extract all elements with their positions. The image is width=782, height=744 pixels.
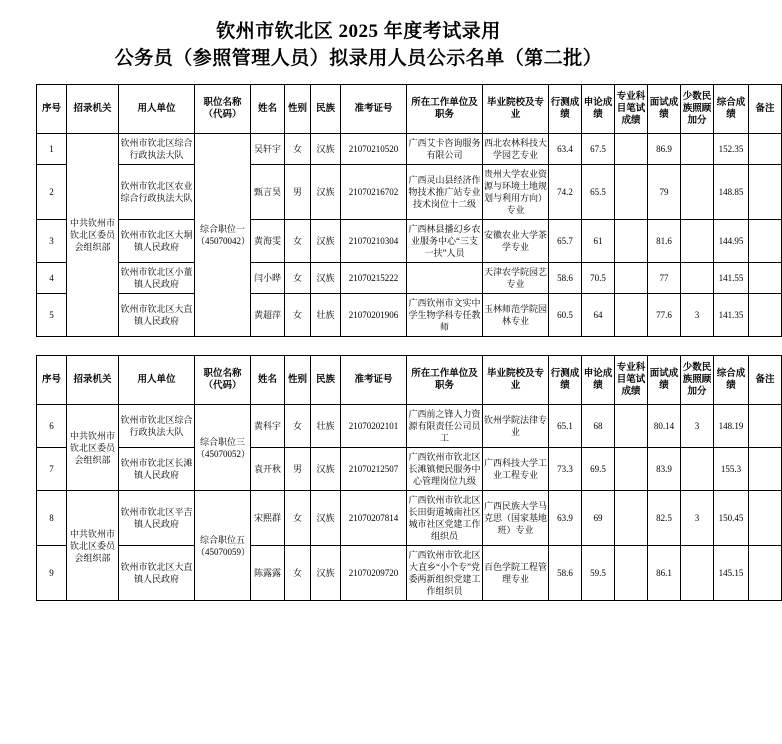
header-school: 毕业院校及专业 — [483, 85, 549, 134]
header-seq: 序号 — [37, 356, 67, 405]
cell-minzu-bonus: 3 — [681, 294, 714, 337]
header-name: 姓名 — [251, 356, 285, 405]
cell-shenlun: 69 — [582, 491, 615, 546]
cell-nation: 汉族 — [311, 491, 341, 546]
cell-school: 钦州学院法律专业 — [483, 405, 549, 448]
cell-sex: 女 — [285, 263, 311, 294]
cell-zonghe: 141.35 — [714, 294, 749, 337]
cell-shenlun: 61 — [582, 220, 615, 263]
cell-seq: 7 — [37, 448, 67, 491]
cell-unit: 钦州市钦北区大直镇人民政府 — [119, 294, 195, 337]
cell-minzu-bonus — [681, 263, 714, 294]
cell-shenlun: 59.5 — [582, 546, 615, 601]
cell-mianshi: 86.9 — [648, 134, 681, 165]
cell-name: 宋熙群 — [251, 491, 285, 546]
cell-remark — [749, 405, 782, 448]
header-zhuanye: 专业科目笔试成绩 — [615, 356, 648, 405]
header-exam-id: 准考证号 — [341, 85, 407, 134]
header-zonghe: 综合成绩 — [714, 85, 749, 134]
header-minzu-bonus: 少数民族照顾加分 — [681, 85, 714, 134]
table-row — [37, 220, 782, 263]
cell-mianshi: 83.9 — [648, 448, 681, 491]
cell-xingce: 73.3 — [549, 448, 582, 491]
cell-org: 中共钦州市钦北区委员会组织部 — [67, 405, 119, 491]
cell-work: 广西艾卡咨询服务有限公司 — [407, 134, 483, 165]
header-zonghe: 综合成绩 — [714, 356, 749, 405]
cell-nation: 汉族 — [311, 165, 341, 220]
cell-exam-id: 21070201906 — [341, 294, 407, 337]
cell-exam-id: 21070210304 — [341, 220, 407, 263]
cell-nation: 壮族 — [311, 294, 341, 337]
cell-xingce: 65.7 — [549, 220, 582, 263]
cell-exam-id: 21070202101 — [341, 405, 407, 448]
header-post: 职位名称（代码） — [195, 356, 251, 405]
cell-sex: 男 — [285, 165, 311, 220]
table-row — [37, 546, 782, 601]
cell-nation: 汉族 — [311, 263, 341, 294]
cell-unit: 钦州市钦北区综合行政执法大队 — [119, 134, 195, 165]
header-work: 所在工作单位及职务 — [407, 356, 483, 405]
cell-school: 百色学院工程管理专业 — [483, 546, 549, 601]
cell-post: 综合职位五（45070059） — [195, 491, 251, 601]
cell-remark — [749, 263, 782, 294]
cell-shenlun: 64 — [582, 294, 615, 337]
cell-work — [407, 263, 483, 294]
cell-name: 黄超萍 — [251, 294, 285, 337]
cell-seq: 6 — [37, 405, 67, 448]
cell-work: 广西钦州市钦北区长滩镇便民服务中心管理岗位九级 — [407, 448, 483, 491]
cell-shenlun: 68 — [582, 405, 615, 448]
cell-zhuanye — [615, 294, 648, 337]
header-shenlun: 申论成绩 — [582, 85, 615, 134]
cell-sex: 女 — [285, 220, 311, 263]
cell-nation: 汉族 — [311, 448, 341, 491]
cell-seq: 2 — [37, 165, 67, 220]
cell-unit: 钦州市钦北区小董镇人民政府 — [119, 263, 195, 294]
cell-zonghe: 148.19 — [714, 405, 749, 448]
header-school: 毕业院校及专业 — [483, 356, 549, 405]
table-row — [37, 448, 782, 491]
cell-zhuanye — [615, 165, 648, 220]
publicity-table-block-1 — [36, 84, 782, 337]
cell-zonghe: 141.55 — [714, 263, 749, 294]
page-title — [36, 18, 681, 72]
header-zhuanye: 专业科目笔试成绩 — [615, 85, 648, 134]
cell-seq: 9 — [37, 546, 67, 601]
cell-remark — [749, 165, 782, 220]
header-nation: 民族 — [311, 356, 341, 405]
cell-sex: 女 — [285, 134, 311, 165]
cell-school: 安徽农业大学茶学专业 — [483, 220, 549, 263]
cell-mianshi: 77.6 — [648, 294, 681, 337]
cell-unit: 钦州市钦北区综合行政执法大队 — [119, 405, 195, 448]
publicity-table-block-2 — [36, 355, 782, 601]
header-mianshi: 面试成绩 — [648, 356, 681, 405]
cell-remark — [749, 448, 782, 491]
cell-xingce: 63.9 — [549, 491, 582, 546]
table-header-row — [37, 356, 782, 405]
cell-post-merged: 综合职位一（45070042） — [195, 134, 251, 337]
cell-exam-id: 21070215222 — [341, 263, 407, 294]
header-minzu-bonus: 少数民族照顾加分 — [681, 356, 714, 405]
cell-minzu-bonus — [681, 134, 714, 165]
title-line-1: 钦州市钦北区 2025 年度考试录用 — [216, 21, 501, 42]
cell-work: 广西钦州市钦北区大直乡“小个专”党委两新组织党建工作组织员 — [407, 546, 483, 601]
header-xingce: 行测成绩 — [549, 356, 582, 405]
cell-zhuanye — [615, 134, 648, 165]
cell-zhuanye — [615, 491, 648, 546]
cell-zonghe: 155.3 — [714, 448, 749, 491]
header-exam-id: 准考证号 — [341, 356, 407, 405]
cell-school: 广西科技大学工业工程专业 — [483, 448, 549, 491]
cell-exam-id: 21070210520 — [341, 134, 407, 165]
cell-minzu-bonus: 3 — [681, 491, 714, 546]
table-row — [37, 134, 782, 165]
cell-seq: 5 — [37, 294, 67, 337]
cell-unit: 钦州市钦北区大直镇人民政府 — [119, 546, 195, 601]
cell-zhuanye — [615, 220, 648, 263]
cell-shenlun: 70.5 — [582, 263, 615, 294]
title-line-2: 公务员（参照管理人员）拟录用人员公示名单（第二批） — [114, 48, 603, 69]
table-row — [37, 491, 782, 546]
cell-exam-id: 21070216702 — [341, 165, 407, 220]
cell-zonghe: 144.95 — [714, 220, 749, 263]
cell-mianshi: 82.5 — [648, 491, 681, 546]
cell-sex: 女 — [285, 491, 311, 546]
table-row — [37, 294, 782, 337]
header-unit: 用人单位 — [119, 356, 195, 405]
cell-unit: 钦州市钦北区大垌镇人民政府 — [119, 220, 195, 263]
cell-seq: 8 — [37, 491, 67, 546]
header-name: 姓名 — [251, 85, 285, 134]
cell-xingce: 58.6 — [549, 546, 582, 601]
table-row — [37, 405, 782, 448]
cell-zonghe: 145.15 — [714, 546, 749, 601]
cell-nation: 汉族 — [311, 134, 341, 165]
cell-exam-id: 21070209720 — [341, 546, 407, 601]
cell-zhuanye — [615, 546, 648, 601]
cell-org: 中共钦州市钦北区委员会组织部 — [67, 491, 119, 601]
cell-xingce: 60.5 — [549, 294, 582, 337]
cell-xingce: 63.4 — [549, 134, 582, 165]
cell-remark — [749, 546, 782, 601]
header-remark: 备注 — [749, 356, 782, 405]
cell-unit: 钦州市钦北区农业综合行政执法大队 — [119, 165, 195, 220]
header-unit: 用人单位 — [119, 85, 195, 134]
cell-minzu-bonus — [681, 448, 714, 491]
cell-mianshi: 86.1 — [648, 546, 681, 601]
cell-zhuanye — [615, 448, 648, 491]
cell-work: 广西钦州市文实中学生物学科专任教师 — [407, 294, 483, 337]
cell-post: 综合职位三（45070052） — [195, 405, 251, 491]
cell-sex: 女 — [285, 294, 311, 337]
table-row — [37, 165, 782, 220]
cell-work: 广西林县播幻乡农业服务中心“三支一扶”人员 — [407, 220, 483, 263]
cell-xingce: 65.1 — [549, 405, 582, 448]
cell-school: 广西民族大学马克思（国家基地班）专业 — [483, 491, 549, 546]
cell-remark — [749, 220, 782, 263]
header-nation: 民族 — [311, 85, 341, 134]
cell-work: 广西前之锋人力资源有限责任公司员工 — [407, 405, 483, 448]
cell-zonghe: 152.35 — [714, 134, 749, 165]
header-org: 招录机关 — [67, 356, 119, 405]
cell-remark — [749, 134, 782, 165]
header-xingce: 行测成绩 — [549, 85, 582, 134]
table-row — [37, 263, 782, 294]
cell-zhuanye — [615, 405, 648, 448]
table-header-row — [37, 85, 782, 134]
cell-xingce: 58.6 — [549, 263, 582, 294]
header-mianshi: 面试成绩 — [648, 85, 681, 134]
header-shenlun: 申论成绩 — [582, 356, 615, 405]
cell-xingce: 74.2 — [549, 165, 582, 220]
header-work: 所在工作单位及职务 — [407, 85, 483, 134]
cell-minzu-bonus — [681, 165, 714, 220]
cell-mianshi: 81.6 — [648, 220, 681, 263]
cell-unit: 钦州市钦北区长滩镇人民政府 — [119, 448, 195, 491]
header-remark: 备注 — [749, 85, 782, 134]
cell-nation: 汉族 — [311, 220, 341, 263]
header-seq: 序号 — [37, 85, 67, 134]
cell-sex: 女 — [285, 405, 311, 448]
cell-name: 甄言昊 — [251, 165, 285, 220]
cell-school: 玉林师范学院园林专业 — [483, 294, 549, 337]
cell-nation: 汉族 — [311, 546, 341, 601]
cell-remark — [749, 491, 782, 546]
cell-seq: 1 — [37, 134, 67, 165]
header-post: 职位名称（代码） — [195, 85, 251, 134]
cell-zonghe: 148.85 — [714, 165, 749, 220]
cell-exam-id: 21070207814 — [341, 491, 407, 546]
cell-unit: 钦州市钦北区平吉镇人民政府 — [119, 491, 195, 546]
cell-school: 贵州大学农业资源与环境土地规划与利用方向）专业 — [483, 165, 549, 220]
cell-mianshi: 79 — [648, 165, 681, 220]
header-sex: 性别 — [285, 356, 311, 405]
cell-name: 吴轩宇 — [251, 134, 285, 165]
cell-school: 天津农学院园艺专业 — [483, 263, 549, 294]
cell-seq: 4 — [37, 263, 67, 294]
cell-nation: 壮族 — [311, 405, 341, 448]
cell-sex: 男 — [285, 448, 311, 491]
cell-shenlun: 69.5 — [582, 448, 615, 491]
cell-name: 闫小晔 — [251, 263, 285, 294]
cell-sex: 女 — [285, 546, 311, 601]
cell-minzu-bonus — [681, 546, 714, 601]
cell-mianshi: 80.14 — [648, 405, 681, 448]
cell-seq: 3 — [37, 220, 67, 263]
cell-school: 西北农林科技大学园艺专业 — [483, 134, 549, 165]
cell-work: 广西钦州市钦北区长田街道城南社区城市社区党建工作组织员 — [407, 491, 483, 546]
header-sex: 性别 — [285, 85, 311, 134]
header-org: 招录机关 — [67, 85, 119, 134]
cell-name: 袁开秋 — [251, 448, 285, 491]
cell-exam-id: 21070212507 — [341, 448, 407, 491]
cell-org-merged: 中共钦州市钦北区委员会组织部 — [67, 134, 119, 337]
cell-name: 黄海雯 — [251, 220, 285, 263]
cell-shenlun: 67.5 — [582, 134, 615, 165]
cell-zonghe: 150.45 — [714, 491, 749, 546]
cell-minzu-bonus — [681, 220, 714, 263]
cell-remark — [749, 294, 782, 337]
cell-mianshi: 77 — [648, 263, 681, 294]
cell-work: 广西灵山县经济作物技术推广站专业技术岗位十二级 — [407, 165, 483, 220]
cell-zhuanye — [615, 263, 648, 294]
cell-shenlun: 65.5 — [582, 165, 615, 220]
cell-name: 黄科宇 — [251, 405, 285, 448]
cell-name: 陈露露 — [251, 546, 285, 601]
cell-minzu-bonus: 3 — [681, 405, 714, 448]
